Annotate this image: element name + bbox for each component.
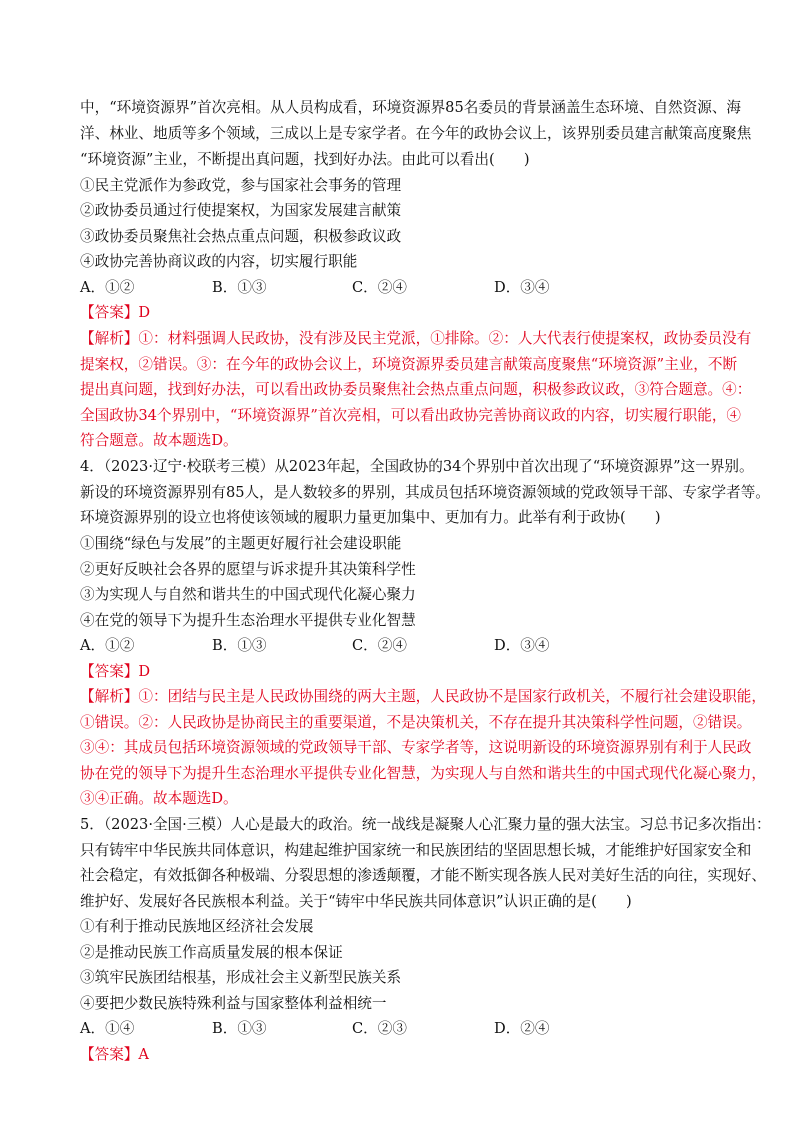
q4-analysis-line-3: ③④：其成员包括环境资源领域的党政领导干部、专家学者等，这说明新设的环境资源界别有利于人民政 <box>80 739 752 756</box>
q3-item-2: ②政协委员通过行使提案权，为国家发展建言献策 <box>80 202 402 219</box>
q5-stem-line-4: 维护好、发展好各民族根本利益。关于“铸牢中华民族共同体意识”认识正确的是( ) <box>80 893 632 910</box>
q4-stem-line-2: 新设的环境资源界别有85人，是人数较多的界别，其成员包括环境资源领域的党政领导干部、专家学者等。 <box>80 484 770 501</box>
q4-option-b: B．①③ <box>212 637 267 654</box>
q3-stem-line-3: “环境资源”主业，不断提出真问题，找到好办法。由此可以看出( ) <box>80 151 530 168</box>
q4-analysis-line-4: 协在党的领导下为提升生态治理水平提供专业化智慧，为实现人与自然和谐共生的中国式现代化凝心聚力， <box>80 765 766 782</box>
q5-item-1: ①有利于推动民族地区经济社会发展 <box>80 918 314 935</box>
q4-answer: 【答案】D <box>80 663 151 680</box>
q4-item-4: ④在党的领导下为提升生态治理水平提供专业化智慧 <box>80 612 416 629</box>
q3-answer: 【答案】D <box>80 304 151 321</box>
q5-answer: 【答案】A <box>80 1046 149 1063</box>
q5-option-c: C．②③ <box>352 1020 407 1037</box>
q4-item-3: ③为实现人与自然和谐共生的中国式现代化凝心聚力 <box>80 586 416 603</box>
q4-stem-line-3: 环境资源界别的设立也将使该领域的履职力量更加集中、更加有力。此举有利于政协( ) <box>80 509 661 526</box>
q4-analysis-line-1: 【解析】①：团结与民主是人民政协围绕的两大主题，人民政协不是国家行政机关，不履行社会建设职能， <box>80 688 766 705</box>
q3-item-3: ③政协委员聚焦社会热点重点问题，积极参政议政 <box>80 228 402 245</box>
q3-analysis-line-5: 符合题意。故本题选D。 <box>80 432 238 449</box>
q3-option-a: A．①② <box>80 279 135 296</box>
q4-item-2: ②更好反映社会各界的愿望与诉求提升其决策科学性 <box>80 561 416 578</box>
q4-option-d: D．③④ <box>494 637 550 654</box>
q4-stem-line-1: 4．（2023·辽宁·校联考三模）从2023年起，全国政协的34个界别中首次出现了“环境资源界”这一界别。 <box>80 458 754 475</box>
q3-item-4: ④政协完善协商议政的内容，切实履行职能 <box>80 253 358 270</box>
q5-stem-line-3: 社会稳定，有效抵御各种极端、分裂思想的渗透颠覆，才能不断实现各族人民对美好生活的向往，实现好、 <box>80 867 766 884</box>
q3-stem-line-2: 洋、林业、地质等多个领域，三成以上是专家学者。在今年的政协会议上，该界别委员建言献策高度聚焦 <box>80 125 752 142</box>
q3-analysis-line-4: 全国政协34个界别中，“环境资源界”首次亮相，可以看出政协完善协商议政的内容，切实履行职能，④ <box>80 407 742 424</box>
q4-item-1: ①围绕“绿色与发展”的主题更好履行社会建设职能 <box>80 535 402 552</box>
q3-stem-line-1: 中，“环境资源界”首次亮相。从人员构成看，环境资源界85名委员的背景涵盖生态环境、自然资源、海 <box>80 99 742 116</box>
q3-option-b: B．①③ <box>212 279 267 296</box>
q5-option-b: B．①③ <box>212 1020 267 1037</box>
q5-stem-line-1: 5．（2023·全国·三模）人心是最大的政治。统一战线是凝聚人心汇聚力量的强大法宝。习总书记多次指出： <box>80 816 771 833</box>
q4-option-c: C．②④ <box>352 637 407 654</box>
q3-analysis-line-1: 【解析】①：材料强调人民政协，没有涉及民主党派，①排除。②：人大代表行使提案权，政协委员没有 <box>80 330 752 347</box>
q3-analysis-line-3: 提出真问题，找到好办法，可以看出政协委员聚焦社会热点重点问题，积极参政议政，③符合题意。④： <box>80 381 752 398</box>
q5-option-d: D．②④ <box>494 1020 550 1037</box>
q4-analysis-line-5: ③④正确。故本题选D。 <box>80 790 238 807</box>
q5-item-2: ②是推动民族工作高质量发展的根本保证 <box>80 944 343 961</box>
q3-item-1: ①民主党派作为参政党，参与国家社会事务的管理 <box>80 177 402 194</box>
q5-item-3: ③筑牢民族团结根基，形成社会主义新型民族关系 <box>80 969 402 986</box>
q4-option-a: A．①② <box>80 637 135 654</box>
q3-option-d: D．③④ <box>494 279 550 296</box>
q5-option-a: A．①④ <box>80 1020 135 1037</box>
q4-analysis-line-2: ①错误。②：人民政协是协商民主的重要渠道，不是决策机关，不存在提升其决策科学性问题，②错误。 <box>80 714 752 731</box>
q5-stem-line-2: 只有铸牢中华民族共同体意识，构建起维护国家统一和民族团结的坚固思想长城，才能维护好国家安全和 <box>80 842 752 859</box>
q3-analysis-line-2: 提案权，②错误。③：在今年的政协会议上，环境资源界委员建言献策高度聚焦“环境资源”主业，不断 <box>80 356 738 373</box>
q5-item-4: ④要把少数民族特殊利益与国家整体利益相统一 <box>80 995 387 1012</box>
q3-option-c: C．②④ <box>352 279 407 296</box>
